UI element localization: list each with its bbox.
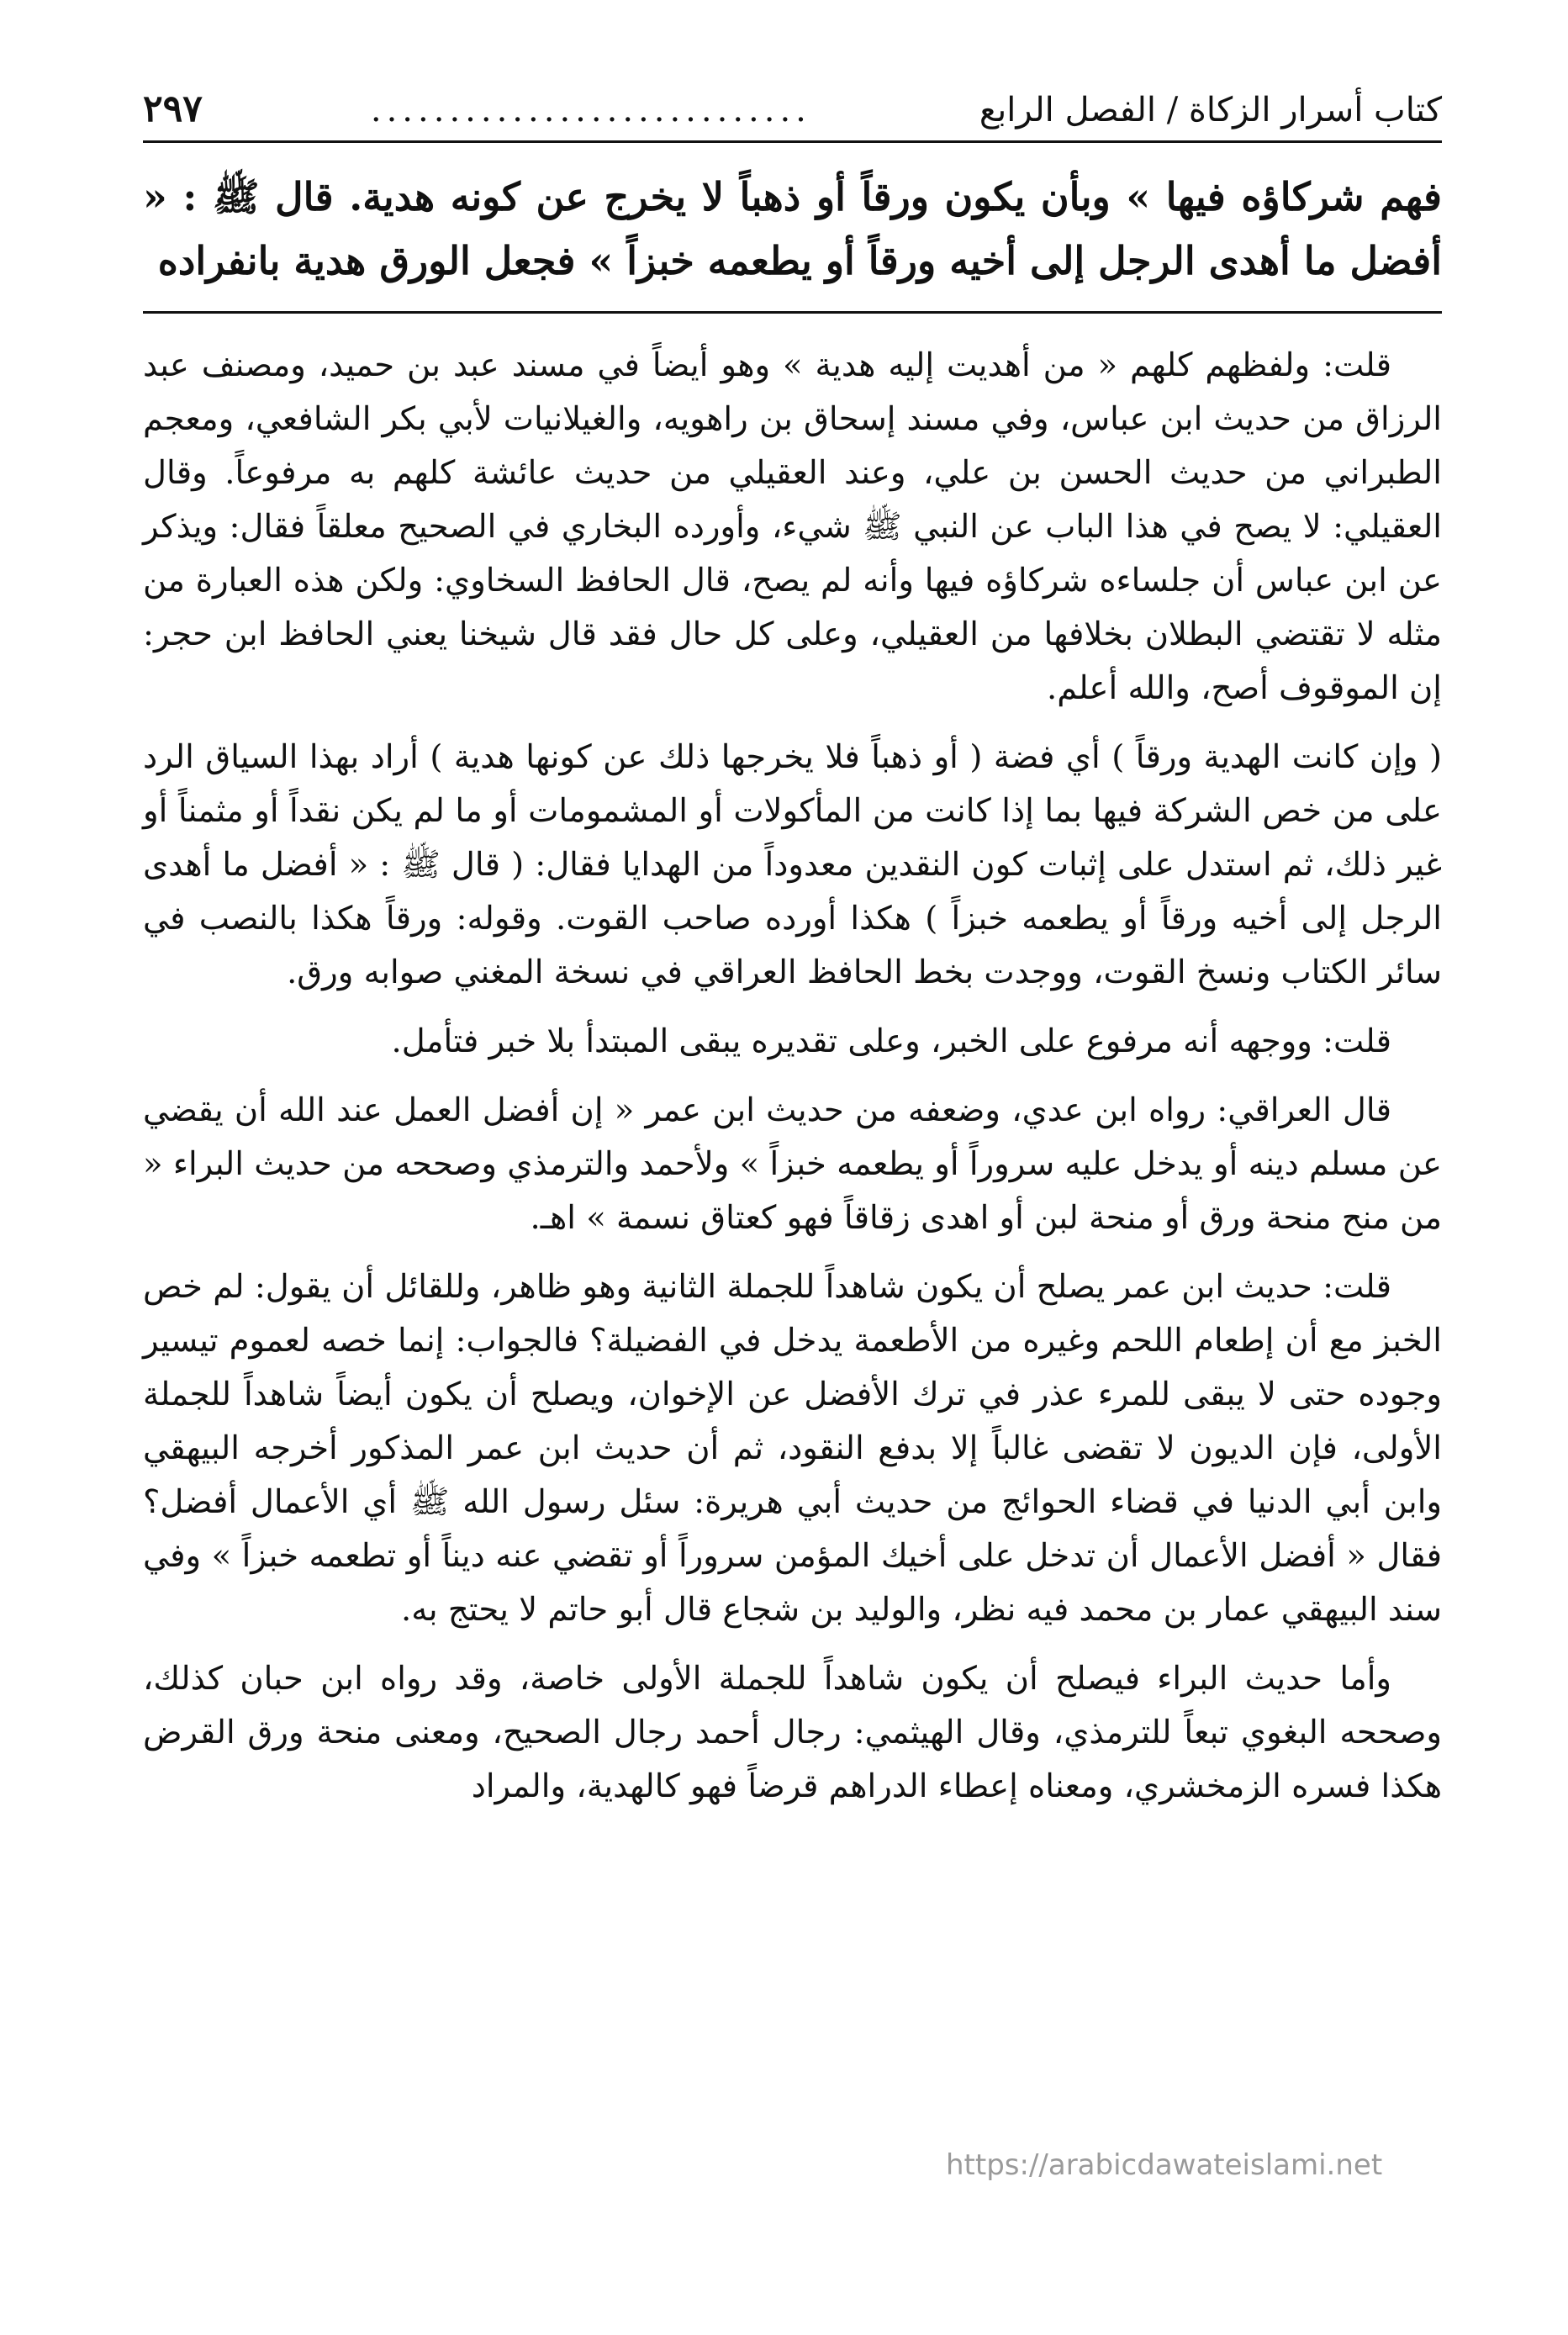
commentary-paragraph: ( وإن كانت الهدية ورقاً ) أي فضة ( أو ذهباً فلا يخرجها ذلك عن كونها هدية ) أراد بهذا السياق الرد على من خص الشركة فيها بما إذا كانت من المأكولات أو المشمومات أو ما لم يكن نقداً أو مثمناً أو غير ذلك، ثم استدل على إثبات كون النقدين معدوداً من الهدايا فقال: ( قال ﷺ : « أفضل ما أهدى الرجل إلى أخيه ورقاً أو يطعمه خبزاً ) هكذا أورده صاحب القوت. وقوله: ورقاً هكذا بالنصب في سائر الكتاب ونسخ القوت، ووجدت بخط الحافظ العراقي في نسخة المغني صوابه ورق.	[143, 738, 1442, 991]
commentary-paragraph: قلت: ووجهه أنه مرفوع على الخبر، وعلى تقديره يبقى المبتدأ بلا خبر فتأمل.	[391, 1022, 1391, 1060]
book-page	[143, 84, 1442, 1829]
commentary-paragraph: قال العراقي: رواه ابن عدي، وضعفه من حديث ابن عمر « إن أفضل العمل عند الله أن يقضي عن مسلم دينه أو يدخل عليه سروراً أو يطعمه خبزاً » ولأحمد والترمذي وصححه من حديث البراء « من منح منحة ورق أو منحة لبن أو اهدى زقاقاً فهو كعتاق نسمة » اهـ.	[143, 1091, 1442, 1237]
commentary-paragraph: قلت: ولفظهم كلهم « من أهديت إليه هدية » وهو أيضاً في مسند عبد بن حميد، ومصنف عبد الرزاق من حديث ابن عباس، وفي مسند إسحاق بن راهويه، والغيلانيات لأبي بكر الشافعي، ومعجم الطبراني من حديث الحسن بن علي، وعند العقيلي من حديث عائشة كلهم به مرفوعاً. وقال العقيلي: لا يصح في هذا الباب عن النبي ﷺ شيء، وأورده البخاري في الصحيح معلقاً فقال: ويذكر عن ابن عباس أن جلساءه شركاؤه فيها وأنه لم يصح، قال الحافظ السخاوي: ولكن هذه العبارة من مثله لا تقتضي البطلان بخلافها من العقيلي، وعلى كل حال فقد قال شيخنا يعني الحافظ ابن حجر: إن الموقوف أصح، والله أعلم.	[143, 346, 1442, 707]
commentary-paragraph: قلت: حديث ابن عمر يصلح أن يكون شاهداً للجملة الثانية وهو ظاهر، وللقائل أن يقول: لم خص الخبز مع أن إطعام اللحم وغيره من الأطعمة يدخل في الفضيلة؟ فالجواب: إنما خصه لعموم تيسير وجوده حتى لا يبقى للمرء عذر في ترك الأفضل عن الإخوان، ويصلح أن يكون أيضاً شاهداً للجملة الأولى، فإن الديون لا تقضى غالباً إلا بدفع النقود، ثم أن حديث ابن عمر المذكور أخرجه البيهقي وابن أبي الدنيا في قضاء الحوائج من حديث أبي هريرة: سئل رسول الله ﷺ أي الأعمال أفضل؟ فقال « أفضل الأعمال أن تدخل على أخيك المؤمن سروراً أو تقضي عنه ديناً أو تطعمه خبزاً » وفي سند البيهقي عمار بن محمد فيه نظر، والوليد بن شجاع قال أبو حاتم لا يحتج به.	[143, 1268, 1442, 1629]
running-title: كتاب أسرار الزكاة / الفصل الرابع	[979, 91, 1442, 129]
commentary-section	[143, 339, 1442, 1814]
header-dot-leader: ............................	[370, 91, 811, 129]
page-number: ٢٩٧	[143, 87, 203, 130]
running-header	[143, 84, 1442, 143]
main-text-separator	[143, 311, 1442, 314]
website-watermark: https://arabicdawateislami.net	[946, 2148, 1383, 2182]
commentary-paragraph: وأما حديث البراء فيصلح أن يكون شاهداً للجملة الأولى خاصة، وقد رواه ابن حبان كذلك، وصححه البغوي تبعاً للترمذي، وقال الهيثمي: رجال أحمد رجال الصحيح، ومعنى منحة ورق القرض هكذا فسره الزمخشري، ومعناه إعطاء الدراهم قرضاً فهو كالهدية، والمراد	[143, 1660, 1442, 1805]
main-text-block: فهم شركاؤه فيها » وبأن يكون ورقاً أو ذهباً لا يخرج عن كونه هدية. قال ﷺ : « أفضل ما أهدى الرجل إلى أخيه ورقاً أو يطعمه خبزاً » فجعل الورق هدية بانفراده	[143, 174, 1442, 283]
